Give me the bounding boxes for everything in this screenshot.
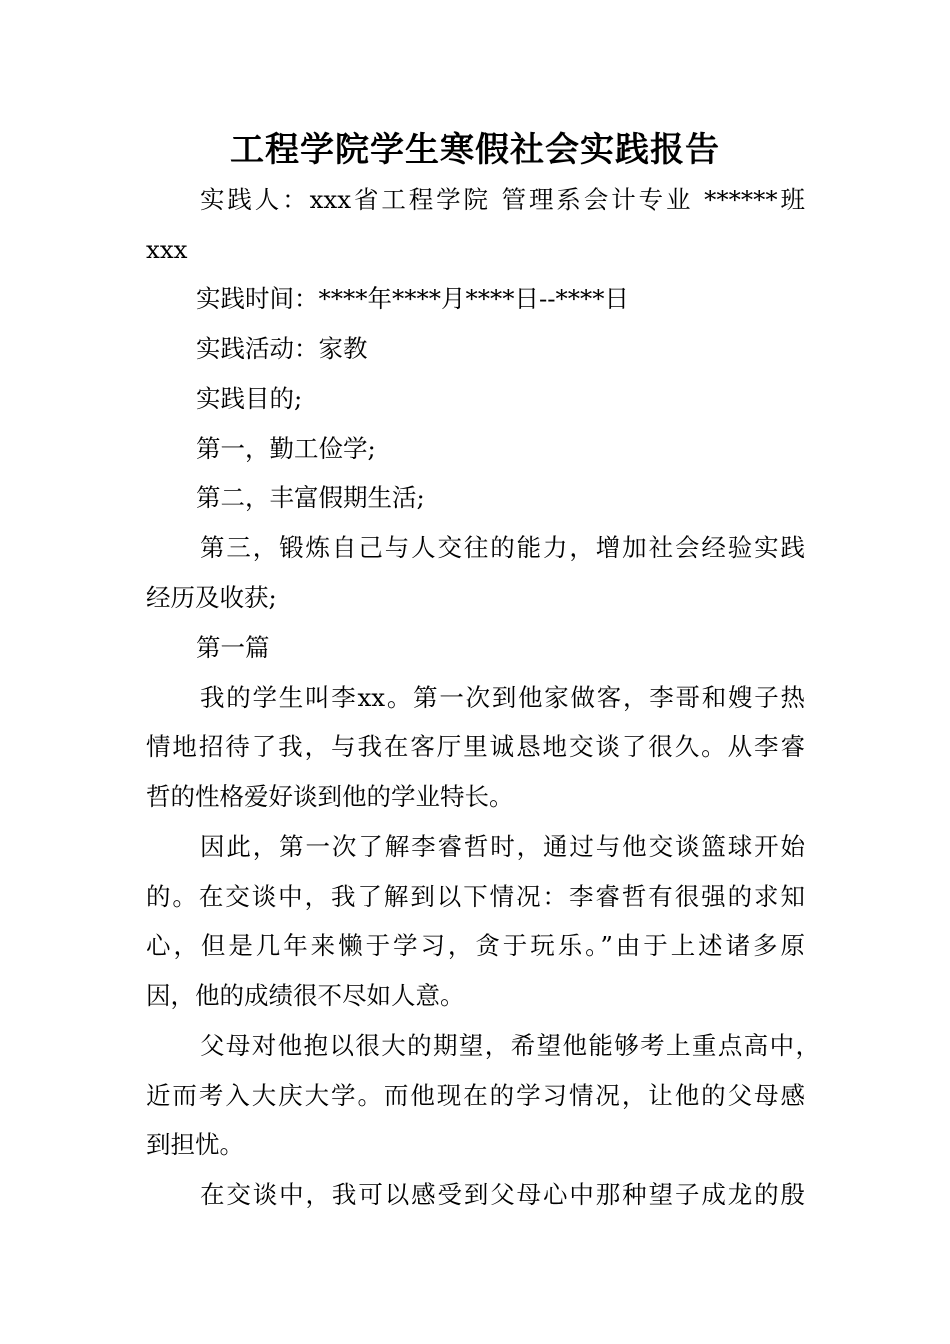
- text-line: 在交谈中，我可以感受到父母心中那种望子成龙的殷: [200, 1180, 805, 1209]
- text-line: 实践活动：家教: [196, 334, 368, 363]
- text-line: 第一篇: [196, 633, 270, 662]
- text-line: 第三，锻炼自己与人交往的能力，增加社会经验实践: [200, 533, 805, 562]
- text-line: 实践人：xxx省工程学院 管理系会计专业 ******班: [200, 185, 805, 214]
- text-line: 的。在交谈中，我了解到以下情况：李睿哲有很强的求知: [146, 882, 805, 911]
- text-line: 因此，第一次了解李睿哲时，通过与他交谈篮球开始: [200, 832, 805, 861]
- text-line: 实践目的;: [196, 384, 303, 413]
- text-line: 我的学生叫李xx。第一次到他家做客，李哥和嫂子热: [200, 683, 805, 712]
- text-line: 第二，丰富假期生活;: [196, 483, 425, 512]
- text-line: 心，但是几年来懒于学习，贪于玩乐。”由于上述诸多原: [146, 931, 805, 960]
- text-line: 父母对他抱以很大的期望，希望他能够考上重点高中，: [200, 1031, 820, 1060]
- text-line: 经历及收获;: [146, 583, 277, 612]
- document-title: 工程学院学生寒假社会实践报告: [230, 130, 720, 170]
- text-line: 哲的性格爱好谈到他的学业特长。: [146, 782, 514, 811]
- text-line: 近而考入大庆大学。而他现在的学习情况，让他的父母感: [146, 1081, 805, 1110]
- text-line: 因，他的成绩很不尽如人意。: [146, 981, 465, 1010]
- text-line: 到担忧。: [146, 1130, 244, 1159]
- text-line: 实践时间：****年****月****日--****日: [196, 284, 630, 313]
- text-line: xxx: [146, 235, 188, 264]
- text-line: 第一，勤工俭学;: [196, 434, 376, 463]
- text-line: 情地招待了我，与我在客厅里诚恳地交谈了很久。从李睿: [146, 732, 805, 761]
